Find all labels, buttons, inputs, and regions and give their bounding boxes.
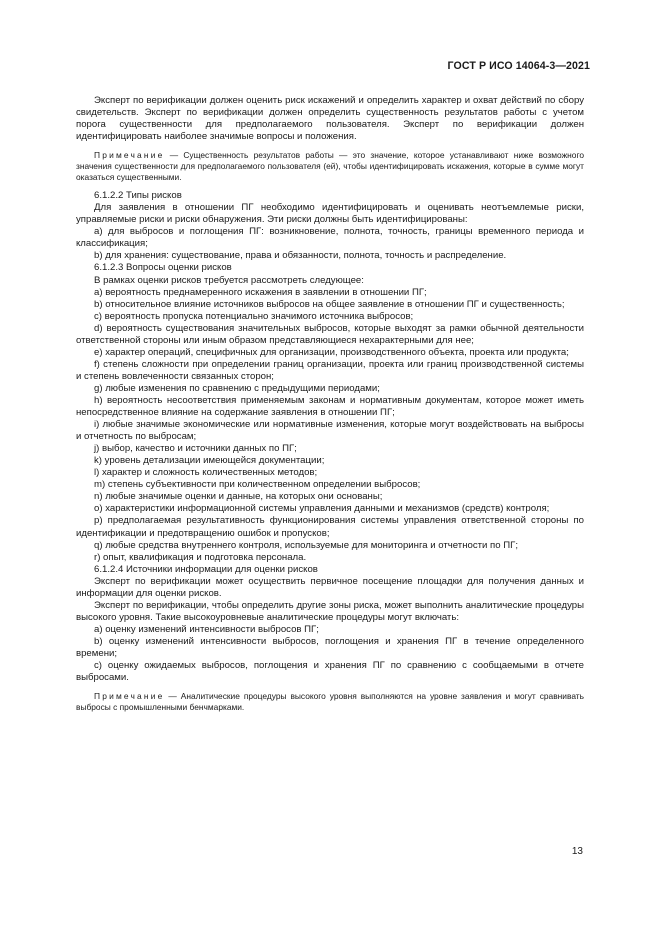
list-item: n) любые значимые оценки и данные, на которых они основаны; xyxy=(94,491,383,503)
intro-paragraph: Эксперт по верификации должен оценить риск искажений и определить характер и охват действий по сбору свидетельств. Эксперт по верификации должен определить существенность результатов работы с учетом порога существенности для предполагаемого пользователя. Эксперт по верификации должен идентифицировать наиболее значимые вопросы и положения. xyxy=(76,95,584,143)
section-heading-6-1-2-2: 6.1.2.2 Типы рисков xyxy=(94,190,182,202)
list-item: j) выбор, качество и источники данных по ПГ; xyxy=(94,443,297,455)
section-heading-6-1-2-4: 6.1.2.4 Источники информации для оценки рисков xyxy=(94,563,318,575)
note-text: — Аналитические процедуры высокого уровня выполняются на уровне заявления и могут сравнивать выбросы с промышленными бенчмарками. xyxy=(76,691,584,713)
list-item: c) вероятность пропуска потенциально значимого источника выбросов; xyxy=(94,310,414,322)
list-item: a) оценку изменений интенсивности выбросов ПГ; xyxy=(94,623,319,635)
list-item: p) предполагаемая результативность функционирования системы управления ответственной стороны по идентификации и предотвращению ошибок и пропусков; xyxy=(76,515,584,539)
list-item: c) оценку ожидаемых выбросов, поглощения и хранения ПГ по сравнению с сообщаемыми в отчете выбросами. xyxy=(76,660,584,684)
list-item: r) опыт, квалификация и подготовка персонала. xyxy=(94,551,307,563)
list-item: l) характер и сложность количественных методов; xyxy=(94,467,318,479)
list-item: a) для выбросов и поглощения ПГ: возникновение, полнота, точность, границы временного периода и классификация; xyxy=(76,226,584,250)
list-item: h) вероятность несоответствия применяемым законам и нормативным документам, которое может иметь непосредственное влияние на содержание заявления в отношении ПГ; xyxy=(76,394,584,419)
note-text: — Существенность результатов работы — это значение, которое устанавливают ниже возможного значения существенности для предполагаемого пользователя (ей), чтобы идентифицировать искажения, которые в сумме могут оказаться существенными. xyxy=(76,150,584,183)
list-item: g) любые изменения по сравнению с предыдущими периодами; xyxy=(94,382,380,394)
standard-designation: ГОСТ Р ИСО 14064-3—2021 xyxy=(447,60,590,72)
list-item: b) относительное влияние источников выбросов на общее заявление в отношении ПГ и существенность; xyxy=(94,298,565,310)
list-item: a) вероятность преднамеренного искажения в заявлении в отношении ПГ; xyxy=(94,286,427,298)
list-item: b) для хранения: существование, права и обязанности, полнота, точность и распределение. xyxy=(94,250,507,262)
page-body xyxy=(76,95,584,713)
list-item: d) вероятность существования значительных выбросов, которые выходят за рамки обычной деятельности ответственной стороны или иным образом представляющиеся нехарактерными для нее; xyxy=(76,322,584,346)
list-item: o) характеристики информационной системы управления данными и механизмов (средств) контроля; xyxy=(94,503,550,515)
list-item: k) уровень детализации имеющейся документации; xyxy=(94,455,325,467)
note-label: Примечание xyxy=(94,150,165,161)
section-heading-6-1-2-3: 6.1.2.3 Вопросы оценки рисков xyxy=(94,262,232,274)
section-text-6-1-2-3: В рамках оценки рисков требуется рассмотреть следующее: xyxy=(94,274,364,286)
note-label: Примечание xyxy=(94,691,165,702)
list-item: f) степень сложности при определении границ организации, проекта или границ производственной системы и степень вовлеченности связанных сторон; xyxy=(76,358,584,382)
list-item: e) характер операций, специфичных для организации, производственного объекта, проекта или продукта; xyxy=(94,346,569,358)
section-text-6-1-2-4-b: Эксперт по верификации, чтобы определить другие зоны риска, может выполнить аналитические процедуры высокого уровня. Такие высокоуровневые аналитические процедуры могут включать: xyxy=(76,599,584,623)
list-item: q) любые средства внутреннего контроля, используемые для мониторинга и отчетности по ПГ; xyxy=(94,539,518,551)
section-text-6-1-2-4-a: Эксперт по верификации может осуществить первичное посещение площадки для получения данных и информации для оценки рисков. xyxy=(76,575,584,599)
section-text-6-1-2-2: Для заявления в отношении ПГ необходимо идентифицировать и оценивать неотъемлемые риски, управляемые риски и риски обнаружения. Эти риски должны быть идентифицированы: xyxy=(76,202,584,226)
list-item: i) любые значимые экономические или нормативные изменения, которые могут воздействовать на выбросы и отчетность по выбросам; xyxy=(76,419,584,443)
note-1 xyxy=(76,150,584,183)
list-item: m) степень субъективности при количественном определении выбросов; xyxy=(94,479,421,491)
note-2 xyxy=(76,691,584,713)
page-number: 13 xyxy=(571,846,583,857)
list-item: b) оценку изменений интенсивности выбросов, поглощения и хранения ПГ в течение определенного времени; xyxy=(76,635,584,659)
